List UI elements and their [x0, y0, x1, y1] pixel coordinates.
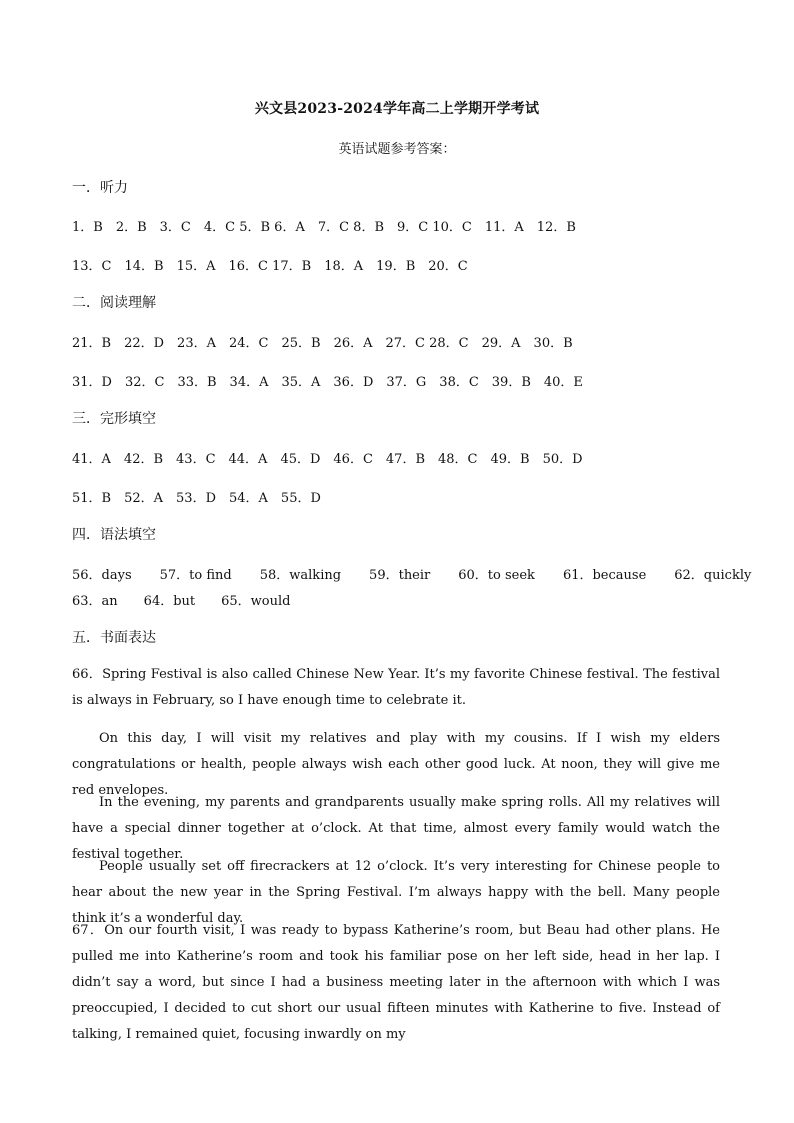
grammar-answers-row-2	[72, 590, 722, 609]
grammar-answer-63: 63．an	[72, 594, 118, 609]
section-heading-listening: 一．听力	[72, 180, 128, 196]
grammar-answer-59: 59．their	[369, 568, 431, 583]
page-subtitle: 英语试题参考答案：	[338, 142, 456, 157]
section-heading-reading: 二．阅读理解	[72, 295, 156, 311]
grammar-answer-62: 62．quickly	[674, 568, 752, 583]
listening-answers-row-1: 1．B 2．B 3．C 4．C 5．B 6．A 7．C 8．B 9．C 10．C 11．A 12．B	[72, 220, 576, 235]
page-title: 兴文县2023-2024学年高二上学期开学考试	[254, 101, 540, 117]
section-heading-grammar: 四．语法填空	[72, 527, 156, 543]
reading-answers-row-1: 21．B 22．D 23．A 24．C 25．B 26．A 27．C 28．C 29．A 30．B	[72, 336, 573, 351]
q66-paragraph-3: In the evening, my parents and grandparents usually make spring rolls. All my relatives will have a special dinner together at o’clock. At that time, almost every family would watch the festival together.	[72, 795, 720, 862]
q66-paragraph-2: On this day, I will visit my relatives and play with my cousins. If I wish my elders congratulations or health, people always wish each other good luck. At noon, they will give me red envelopes.	[72, 731, 720, 798]
q66-paragraph-4: People usually set off firecrackers at 12 o’clock. It’s very interesting for Chinese people to hear about the new year in the Spring Festival. I’m always happy with the bell. Many people think it’s a wonderful day.	[72, 859, 720, 926]
grammar-answer-65: 65．would	[221, 594, 291, 609]
grammar-answer-57: 57．to find	[159, 568, 232, 583]
q66-paragraph-1: 66．Spring Festival is also called Chinese New Year. It’s my favorite Chinese festival. The festival is always in February, so I have enough time to celebrate it.	[72, 667, 720, 708]
grammar-answer-60: 60．to seek	[458, 568, 535, 583]
grammar-answer-58: 58．walking	[259, 568, 342, 583]
section-heading-cloze: 三．完形填空	[72, 411, 156, 427]
reading-answers-row-2: 31．D 32．C 33．B 34．A 35．A 36．D 37．G 38．C 39．B 40．E	[72, 375, 583, 390]
cloze-answers-row-2: 51．B 52．A 53．D 54．A 55．D	[72, 491, 321, 506]
grammar-answer-64: 64．but	[143, 594, 196, 609]
listening-answers-row-2: 13．C 14．B 15．A 16．C 17．B 18．A 19．B 20．C	[72, 259, 468, 274]
grammar-answer-56: 56．days	[72, 568, 132, 583]
q67-paragraph-1: 67．On our fourth visit, I was ready to bypass Katherine’s room, but Beau had other plans. He pulled me into Katherine’s room and took his familiar pose on her left side, head in her lap. I didn’t say a word, but since I had a business meeting later in the afternoon with which I was preoccupied, I decided to cut short our usual fifteen minutes with Katherine to five. Instead of talking, I remained quiet, focusing inwardly on my	[72, 923, 720, 1042]
section-heading-writing: 五．书面表达	[72, 630, 156, 646]
grammar-answer-61: 61．because	[562, 568, 647, 583]
cloze-answers-row-1: 41．A 42．B 43．C 44．A 45．D 46．C 47．B 48．C 49．B 50．D	[72, 452, 583, 467]
grammar-answers-row-1	[72, 564, 752, 583]
